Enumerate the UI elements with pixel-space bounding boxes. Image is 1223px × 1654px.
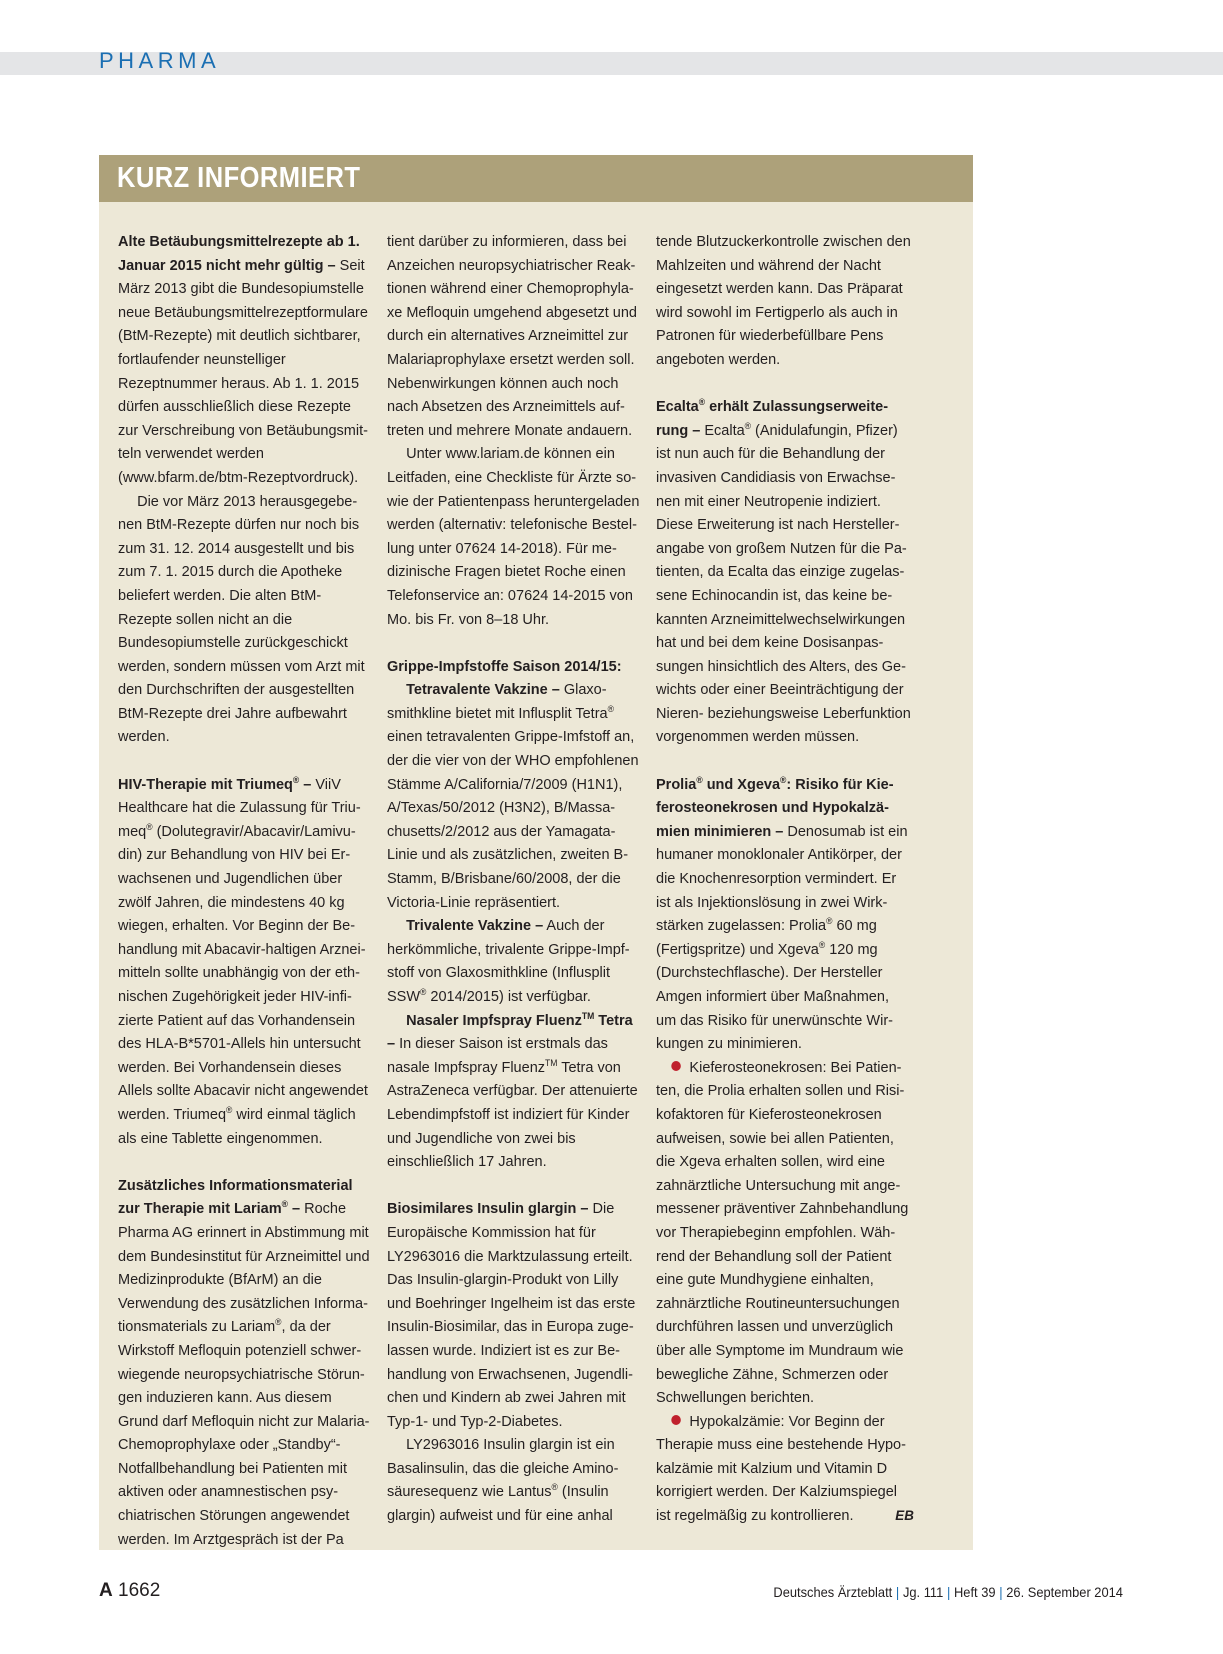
paragraph: tende Blutzuckerkontrolle zwischen den Mahlzeiten und während der Nacht eingesetzt werden kann. Das Präparat wird sowohl im Fertigperlo als auch in Patronen für wiederbefüllbare Pens angeboten werden. <box>656 233 911 368</box>
article-heading: Zusätzliches Informationsmaterial zur Therapie mit Lariam® – <box>118 1176 353 1218</box>
article-tetravalent: Tetravalente Vakzine – Glaxosmithkline bietet mit Influsplit Tetra® einen tetravalenten Grippe-Imfstoff an, der die vier von der WHO empfohlenen Stämme A/California/7/2009 (H1N1), A/Texas/50/2012 (H3N2), B/Massachusetts/2/2012 aus der Yamagata-Linie und als zusätzlichen, zweiten B-Stamm, B/Brisbane/60/2008, der die Victoria-Linie repräsentiert. <box>387 681 639 911</box>
article-heading: Prolia® und Xgeva®: Risiko für Kieferosteonekrosen und Hypokalzämien minimieren – <box>656 774 894 840</box>
paragraph: Unter www.lariam.de können ein Leitfaden, eine Checkliste für Ärzte sowie der Patientenpass heruntergeladen werden (alternativ: telefonische Bestellung unter 07624 14-2018). Für medizinische Fragen bietet Roche einen Telefonservice an: 07624 14-2015 von Mo. bis Fr. von 8–18 Uhr. <box>387 445 640 628</box>
article-heading: HIV-Therapie mit Triumeq® – <box>118 774 312 793</box>
page-number: A 1662 <box>99 1580 161 1601</box>
column-1 <box>118 230 374 1551</box>
article-fluenz: Nasaler Impfspray Fluenz™ Tetra – In dieser Saison ist erstmals das nasale Impfspray Fluenz™ Tetra von AstraZeneca verfügbar. Der attenuierte Lebendimpfstoff ist indiziert für Kinder und Jugendliche von zwei bis einschließlich 17 Jahren. <box>387 1010 638 1171</box>
article-heading: Ecalta® erhält Zulassungserweiterung – <box>656 397 889 439</box>
article-trivalent: Trivalente Vakzine – Auch der herkömmliche, trivalente Grippe-Impfstoff von Glaxosmithkline (Influsplit SSW® 2014/2015) ist verfügbar. <box>387 917 630 1005</box>
info-box <box>99 155 973 1550</box>
author-initials: EB <box>895 1507 914 1524</box>
bullet-dot-icon <box>671 1415 681 1425</box>
issue: Heft 39 <box>954 1584 996 1600</box>
article-triumeq: HIV-Therapie mit Triumeq® – ViiV Healthcare hat die Zulassung für Triumeq® (Dolutegravir/Abacavir/Lamivudin) zur Behandlung von HIV bei Erwachsenen und Jugendlichen über zwölf Jahren, die mindestens 40 kg wiegen, erhalten. Vor Beginn der Behandlung mit Abacavir-haltigen Arzneimitteln sollte unabhängig von der ethnischen Zugehörigkeit jeder HIV-infizierte Patient auf das Vorhandensein des HLA-B*5701-Allels hin untersucht werden. Bei Vorhandensein dieses Allels sollte Abacavir nicht angewendet werden. Triumeq® wird einmal täglich als eine Tablette eingenommen. <box>118 774 368 1147</box>
article-betaeubungsmittel: Alte Betäubungsmittelrezepte ab 1. Januar 2015 nicht mehr gültig – Seit März 2013 gibt die Bundesopiumstelle neue Betäubungsmittelrezeptformulare (BtM-Rezepte) mit deutlich sichtbarer, fortlaufender neunstelliger Rezeptnummer heraus. Ab 1. 1. 2015 dürfen ausschließlich diese Rezepte zur Verschreibung von Betäubungsmitteln verwendet werden (www.bfarm.de/btm-Rezeptvordruck). <box>118 233 368 486</box>
bullet-dot-icon <box>671 1061 681 1071</box>
article-ecalta: Ecalta® erhält Zulassungserweiterung – Ecalta® (Anidulafungin, Pfizer) ist nun auch für die Behandlung der invasiven Candidiasis von Erwachsenen mit einer Neutropenie indiziert. Diese Erweiterung ist nach Herstellerangabe von großem Nutzen für die Patienten, da Ecalta das einzige zugelassene Echinocandin ist, das keine bekannten Arzneimittelwechselwirkungen hat und bei dem keine Dosisanpassungen hinsichtlich des Alters, des Gewichts oder einer Beeinträchtigung der Nieren- beziehungsweise Leberfunktion vorgenommen werden müssen. <box>656 397 911 746</box>
column-2 <box>387 230 643 1528</box>
article-grippe-heading: Grippe-Impfstoffe Saison 2014/15: <box>387 657 622 675</box>
bullet-item: Hypokalzämie: Vor Beginn der Therapie muss eine bestehende Hypokalzämie mit Kalzium und Vitamin D korrigiert werden. Der Kalziumspiegel ist regelmäßig zu kontrollieren. EB <box>656 1410 912 1528</box>
bullet-item: Kieferosteonekrosen: Bei Patienten, die Prolia erhalten sollen und Risikofaktoren für Kieferosteonekrosen aufweisen, sowie bei allen Patienten, die Xgeva erhalten sollen, wird eine zahnärztliche Untersuchung mit angemessener präventiver Zahnbehandlung vor Therapiebeginn empfohlen. Während der Behandlung soll der Patient eine gute Mundhygiene einhalten, zahnärztliche Routineuntersuchungen durchführen lassen und unverzüglich über alle Symptome im Mundraum wie bewegliche Zähne, Schmerzen oder Schwellungen berichten. <box>656 1058 909 1407</box>
article-insulin-glargin: Biosimilares Insulin glargin – Die Europäische Kommission hat für LY2963016 die Marktzulassung erteilt. Das Insulin-glargin-Produkt von Lilly und Boehringer Ingelheim ist das erste Insulin-Biosimilar, das in Europa zugelassen wurde. Indiziert ist es zur Behandlung von Erwachsenen, Jugendlichen und Kindern ab zwei Jahren mit Typ-1- und Typ-2-Diabetes. <box>387 1200 636 1430</box>
column-3 <box>656 230 912 1528</box>
volume: Jg. 111 <box>902 1584 944 1600</box>
paragraph: tient darüber zu informieren, dass bei Anzeichen neuropsychiatrischer Reaktionen während einer Chemoprophylaxe Mefloquin umgehend abgesetzt und durch ein alternatives Arzneimittel zur Malariaprophylaxe ersetzt werden soll. Nebenwirkungen können auch noch nach Absetzen des Arzneimittels auftreten und mehrere Monate andauern. <box>387 233 637 439</box>
article-lariam: Zusätzliches Informationsmaterial zur Therapie mit Lariam® – Roche Pharma AG erinnert in Abstimmung mit dem Bundesinstitut für Arzneimittel und Medizinprodukte (BfArM) an die Verwendung des zusätzlichen Informationsmaterials zu Lariam®, da der Wirkstoff Mefloquin potenziell schwerwiegende neuropsychiatrische Störungen induzieren kann. Aus diesem Grund darf Mefloquin nicht zur Malaria-Chemoprophylaxe oder „Standby“-Notfallbehandlung bei Patienten mit aktiven oder anamnestischen psychiatrischen Störungen angewendet werden. Im Arztgespräch ist der Pa <box>118 1176 370 1548</box>
box-title: KURZ INFORMIERT <box>117 162 361 194</box>
footer-citation: Deutsches Ärzteblatt | Jg. 111 | Heft 39 | 26. September 2014 <box>773 1584 1123 1600</box>
journal-name: Deutsches Ärzteblatt <box>773 1584 893 1600</box>
paragraph: Die vor März 2013 herausgegebenen BtM-Rezepte dürfen nur noch bis zum 31. 12. 2014 ausgestellt und bis zum 7. 1. 2015 durch die Apotheke beliefert werden. Die alten BtM-Rezepte sollen nicht an die Bundesopiumstelle zurückgeschickt werden, sondern müssen vom Arzt mit den Durchschriften der ausgestellten BtM-Rezepte drei Jahre aufbewahrt werden. <box>118 492 365 746</box>
article-prolia-xgeva: Prolia® und Xgeva®: Risiko für Kieferosteonekrosen und Hypokalzämien minimieren – Denosumab ist ein humaner monoklonaler Antikörper, der die Knochenresorption vermindert. Er ist als Injektionslösung in zwei Wirkstärken zugelassen: Prolia® 60 mg (Fertigspritze) und Xgeva® 120 mg (Durchstechflasche). Der Hersteller Amgen informiert über Maßnahmen, um das Risiko für unerwünschte Wirkungen zu minimieren. <box>656 774 908 1053</box>
box-header <box>99 155 973 202</box>
article-heading: Alte Betäubungsmittelrezepte ab 1. Januar 2015 nicht mehr gültig – <box>118 233 360 274</box>
section-label: PHARMA <box>99 48 221 73</box>
date: 26. September 2014 <box>1006 1584 1123 1600</box>
paragraph: LY2963016 Insulin glargin ist ein Basalinsulin, das die gleiche Aminosäuresequenz wie Lantus® (Insulin glargin) aufweist und für eine anhal <box>387 1436 619 1525</box>
